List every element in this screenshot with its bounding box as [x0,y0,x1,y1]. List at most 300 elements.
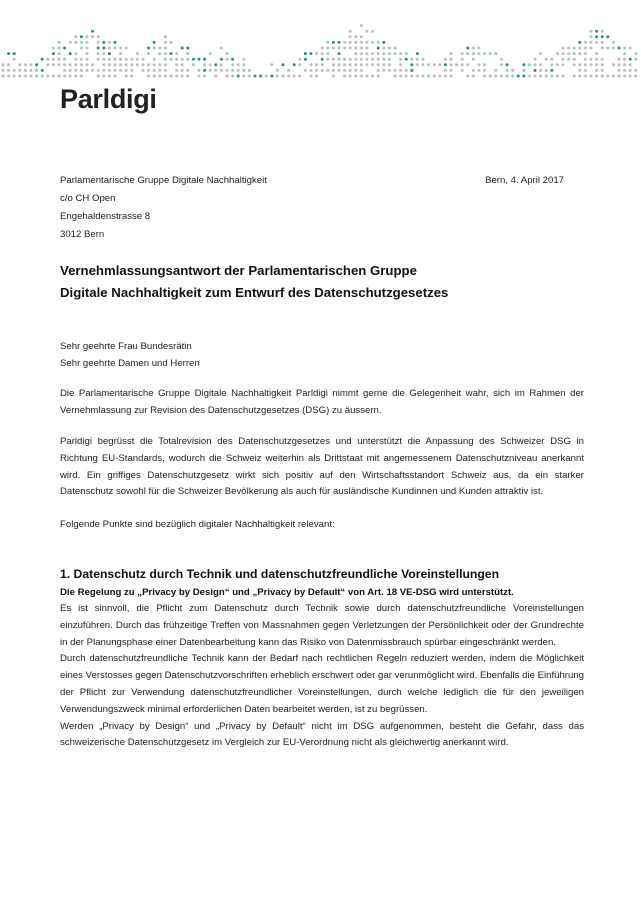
header-dot [226,52,229,55]
header-dot [466,75,469,78]
header-dot [427,75,430,78]
header-dot [147,63,150,66]
header-dot [276,69,279,72]
header-dot [170,41,173,44]
header-dot [298,63,301,66]
header-dot [500,58,503,61]
header-dot [80,63,83,66]
header-dot [349,35,352,38]
salutation-line-1: Sehr geehrte Frau Bundesrätin [60,341,192,352]
header-dot [354,69,357,72]
section-1-heading: 1. Datenschutz durch Technik und datenschutzfreundliche Voreinstellungen [60,567,500,581]
header-dot [74,75,77,78]
document-title [60,260,580,304]
header-dot [86,35,89,38]
header-dot [450,58,453,61]
header-dot [46,75,49,78]
header-dot [360,69,363,72]
header-dot [231,58,234,61]
header-dot [534,75,537,78]
header-dot [422,58,425,61]
header-dot [254,75,257,78]
header-dot [41,69,44,72]
header-dot [343,58,346,61]
header-dot [483,69,486,72]
header-dot [175,58,178,61]
header-dot [612,47,615,50]
header-dot [562,52,565,55]
header-dot [354,63,357,66]
header-dot [438,63,441,66]
header-dot [377,47,380,50]
header-dot [315,75,318,78]
header-dot [377,41,380,44]
header-dot [186,75,189,78]
header-dot [119,47,122,50]
section-1-body-paragraph-2: Durch datenschutzfreundliche Technik kann der Bedarf nach rechtlichen Regeln reduziert werden, indem die Möglichkeit eines Verstosses gegen Datenschutzvorschriften erheblich erschwert oder gar verunmöglicht wird. Ebenfalls die Einführung der Pflicht zur Verwendung datenschutzfreundlicher Voreinstellungen, durch welche lediglich die für den jeweiligen Verwendungszweck minimal erforderlichen Daten bearbeitet werden, ist zu begrüssen. [60,653,584,715]
header-dot [231,63,234,66]
header-dot [595,41,598,44]
header-dot [80,35,83,38]
header-dot [629,58,632,61]
header-dot [321,58,324,61]
header-dot [623,52,626,55]
header-dot [382,58,385,61]
header-dot [410,75,413,78]
header-dot [399,52,402,55]
header-dot [52,63,55,66]
header-dot [63,47,66,50]
header-dot [13,58,16,61]
header-dot [74,52,77,55]
header-dot [634,52,637,55]
header-dot [461,69,464,72]
header-dot [466,47,469,50]
header-dot [590,63,593,66]
header-dot [242,69,245,72]
header-dot [539,75,542,78]
header-dot [332,41,335,44]
header-dot [198,69,201,72]
header-dot [41,58,44,61]
header-dot [528,63,531,66]
header-dot [158,63,161,66]
header-dot [237,63,240,66]
header-dot [74,41,77,44]
header-dot [618,75,621,78]
header-dot [30,75,33,78]
header-dot [170,75,173,78]
header-dot [489,75,492,78]
header-dot [371,58,374,61]
header-dot [405,69,408,72]
header-dot [450,69,453,72]
header-dot [612,41,615,44]
header-dot [270,63,273,66]
salutation-line-2: Sehr geehrte Damen und Herren [60,357,200,369]
header-dot [259,75,262,78]
header-dot [444,58,447,61]
header-dot [595,63,598,66]
header-dot [399,69,402,72]
header-dot [58,63,61,66]
header-dot [550,75,553,78]
header-dot [472,47,475,50]
header-dot [388,69,391,72]
header-dot [584,47,587,50]
header-dot [147,47,150,50]
header-dot [30,63,33,66]
letter-date: Bern, 4. April 2017 [485,175,564,186]
header-dot [158,52,161,55]
header-dot [80,75,83,78]
header-dot [450,63,453,66]
header-dot [595,35,598,38]
header-dot [186,58,189,61]
header-dot [629,69,632,72]
header-dot [371,52,374,55]
header-dot [214,75,217,78]
header-dot [136,58,139,61]
header-dot [74,69,77,72]
header-dot [578,47,581,50]
header-dot [360,52,363,55]
header-dot [220,47,223,50]
header-dot [567,47,570,50]
header-dot [382,41,385,44]
header-dot [349,69,352,72]
section-1-lead: Die Regelung zu „Privacy by Design“ und „Privacy by Default“ von Art. 18 VE-DSG wird unterstützt. [60,587,514,598]
header-dot [634,58,637,61]
header-dot [91,35,94,38]
header-dot [483,52,486,55]
header-dot [405,58,408,61]
header-dot [270,75,273,78]
header-dot [534,69,537,72]
header-dot [242,63,245,66]
header-dot [170,52,173,55]
header-dot [601,35,604,38]
header-dot [371,63,374,66]
header-dot [377,69,380,72]
sender-line-city: 3012 Bern [60,229,105,240]
header-dot [130,69,133,72]
header-dot [142,69,145,72]
header-dot [332,63,335,66]
header-dot [226,58,229,61]
header-dot [545,58,548,61]
header-dot [433,63,436,66]
header-dot [584,52,587,55]
header-dot [287,75,290,78]
header-dot [433,75,436,78]
header-dot [556,52,559,55]
header-dot [220,63,223,66]
header-dot [52,75,55,78]
header-dot [35,75,38,78]
header-dot [41,75,44,78]
header-dot [410,69,413,72]
header-dot [220,69,223,72]
header-dot [63,69,66,72]
header-dot [466,63,469,66]
header-dot [601,47,604,50]
header-dot [562,47,565,50]
header-dot [629,47,632,50]
header-dot [52,58,55,61]
header-dot [35,69,38,72]
header-dot [349,41,352,44]
header-dot [472,58,475,61]
header-dot [366,58,369,61]
header-dot [74,35,77,38]
header-dot [220,58,223,61]
header-dot [422,75,425,78]
header-dot [545,75,548,78]
header-dot [153,58,156,61]
header-dot [181,63,184,66]
header-dot [483,75,486,78]
header-dot [276,75,279,78]
header-dot [186,52,189,55]
header-dot [601,41,604,44]
header-dot [130,58,133,61]
header-dot [13,75,16,78]
header-dot [125,63,128,66]
sender-line-org: Parlamentarische Gruppe Digitale Nachhaltigkeit [60,175,267,186]
header-dot [612,63,615,66]
header-dot [102,63,105,66]
header-dot [102,52,105,55]
header-dot [86,41,89,44]
header-dot [69,63,72,66]
header-dot [63,75,66,78]
header-dot [114,47,117,50]
header-dot [80,69,83,72]
header-dot [242,75,245,78]
header-dot [573,75,576,78]
header-dot [282,75,285,78]
header-dot [293,75,296,78]
header-dot [97,75,100,78]
header-dot [612,75,615,78]
header-dot [231,75,234,78]
header-dot [567,52,570,55]
header-dot [382,47,385,50]
header-dot [304,69,307,72]
header-dot [550,69,553,72]
header-dot [360,47,363,50]
header-dot [360,75,363,78]
header-dot [142,58,145,61]
header-dot [349,30,352,33]
header-dot [97,69,100,72]
document-title-line-1: Vernehmlassungsantwort der Parlamentarischen Gruppe [60,263,417,278]
header-dot [192,63,195,66]
header-dot [562,63,565,66]
header-dot [343,41,346,44]
header-dot [164,58,167,61]
header-dot [214,69,217,72]
header-dot [310,75,313,78]
header-dot [147,69,150,72]
header-dot [623,75,626,78]
header-dot [354,35,357,38]
header-dot [444,75,447,78]
header-dot [629,63,632,66]
header-dot [69,69,72,72]
header-dot [489,52,492,55]
header-dot [500,63,503,66]
header-dot [175,52,178,55]
header-dot [203,69,206,72]
header-dot [349,47,352,50]
header-dot [46,58,49,61]
header-dot [147,75,150,78]
header-dot [550,58,553,61]
sender-address [60,172,267,244]
header-dot [153,41,156,44]
header-dot [332,47,335,50]
header-dot [304,52,307,55]
header-dot [556,75,559,78]
header-dot [231,69,234,72]
header-dot [214,63,217,66]
header-dot [158,69,161,72]
header-dot [382,69,385,72]
header-dot [181,75,184,78]
header-dot [293,63,296,66]
header-dot [416,52,419,55]
header-dot [321,47,324,50]
header-dot [119,63,122,66]
header-dot [578,75,581,78]
header-dot [74,58,77,61]
header-dot [2,63,5,66]
header-dot [97,58,100,61]
header-dot [248,75,251,78]
header-dot [18,69,21,72]
header-dot [130,63,133,66]
header-dot [24,69,27,72]
header-dot [416,63,419,66]
header-dot [102,58,105,61]
header-dot [506,63,509,66]
header-dot [86,69,89,72]
header-dot [315,52,318,55]
header-dot [349,75,352,78]
position-paragraph [60,434,584,501]
header-dot [578,41,581,44]
header-dot [377,75,380,78]
section-1-body-paragraph-1: Es ist sinnvoll, die Pflicht zum Datenschutz durch Technik sowie durch datenschutzfreundliche Voreinstellungen einzuführen. Durch das frühzeitige Treffen von Massnahmen gegen Verletzungen der Persönlichkeit oder der Grundrechte in der Planungsphase einer Datenbearbeitung kann das Risiko von Datenmissbrauch spürbar eingeschränkt werden. [60,603,584,648]
header-dot [24,75,27,78]
header-dot [7,52,10,55]
header-dot [618,63,621,66]
header-dot [326,69,329,72]
header-dot [606,75,609,78]
header-dot [108,75,111,78]
header-dot [2,75,5,78]
header-dot [164,35,167,38]
header-dot [584,75,587,78]
header-dot [298,58,301,61]
header-dot [315,69,318,72]
header-dot [338,52,341,55]
header-dot [595,69,598,72]
header-dot [590,35,593,38]
header-dot [534,63,537,66]
header-dot [304,58,307,61]
header-dot [590,30,593,33]
header-dot [74,63,77,66]
header-dot [438,75,441,78]
salutation [60,339,584,373]
header-dot [366,30,369,33]
header-dot [147,52,150,55]
header-dot [108,63,111,66]
header-dot [114,69,117,72]
header-dot [97,41,100,44]
header-dot [506,75,509,78]
header-dot [382,52,385,55]
header-dot [366,75,369,78]
header-dot [472,52,475,55]
header-dot [511,69,514,72]
header-dot [595,30,598,33]
header-dot [338,58,341,61]
parldigi-logo: Parldigi [60,84,157,114]
header-dot [97,52,100,55]
header-dot [539,63,542,66]
header-dot [153,47,156,50]
header-dot [130,75,133,78]
header-dot [170,58,173,61]
header-dot [623,58,626,61]
header-dot [209,52,212,55]
header-dot [343,47,346,50]
header-dot [573,58,576,61]
header-dot [590,47,593,50]
header-dot [310,69,313,72]
header-dot [522,75,525,78]
header-dot [164,63,167,66]
header-dot [175,63,178,66]
header-dot [618,47,621,50]
header-dot [332,75,335,78]
header-dot [618,58,621,61]
header-dot [360,41,363,44]
header-dot [158,75,161,78]
header-dot [522,63,525,66]
header-dot [478,69,481,72]
header-dot [24,63,27,66]
header-dot [382,63,385,66]
header-dot [209,69,212,72]
header-dot [360,35,363,38]
header-dot [198,58,201,61]
header-dot [153,75,156,78]
header-dot [125,47,128,50]
header-dot [394,47,397,50]
sender-line-co: c/o CH Open [60,193,116,204]
header-dot [500,75,503,78]
header-dot [601,30,604,33]
header-dot [511,75,514,78]
header-dot [35,63,38,66]
header-dot [186,69,189,72]
header-dot [18,63,21,66]
